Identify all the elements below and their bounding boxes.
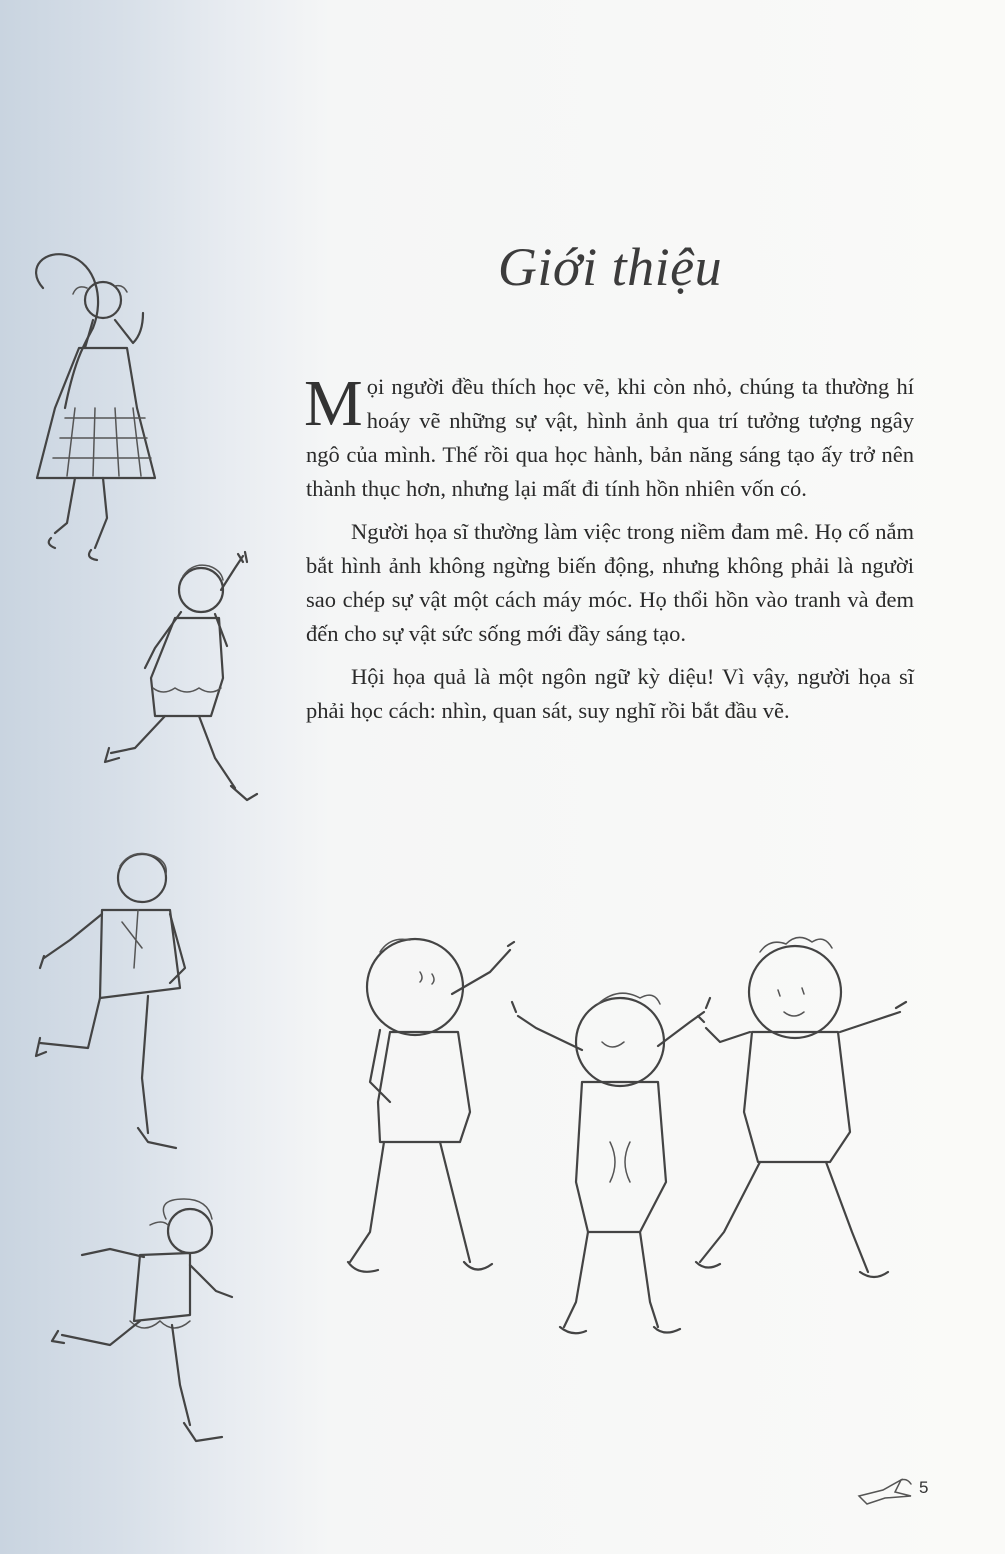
paragraph-3: Hội họa quả là một ngôn ngữ kỳ diệu! Vì vậy, người họa sĩ phải học cách: nhìn, quan sát, suy nghĩ rồi bắt đầu vẽ.: [306, 664, 914, 723]
girl-running-illustration: [95, 548, 275, 828]
boy-running-illustration: [30, 848, 200, 1168]
swallow-ornament-icon: [855, 1476, 915, 1506]
paragraph-1: Mọi người đều thích học vẽ, khi còn nhỏ, chúng ta thường hí hoáy vẽ những sự vật, hình ảnh qua trí tưởng tượng ngây ngô của mình. Thế rồi qua học hành, bản năng sáng tạo ấy trở nên thành thục hơn, nhưng lại mất đi tính hồn nhiên vốn có.: [304, 367, 914, 501]
paragraph-2: Người họa sĩ thường làm việc trong niềm đam mê. Họ cố nắm bắt hình ảnh không ngừng biến động, nhưng không phải là người sao chép sự vật một cách máy móc. Họ thổi hồn vào tranh và đem đến cho sự vật sức sống mới đầy sáng tạo.: [306, 519, 914, 646]
drop-cap: M: [304, 367, 363, 440]
girl-dancing-illustration: [40, 1195, 240, 1455]
girl-jumping-rope-illustration: [15, 248, 165, 568]
three-babies-illustration: [340, 932, 920, 1352]
page-title: Giới thiệu: [497, 237, 723, 297]
intro-text: [304, 367, 914, 737]
page-number: 5: [919, 1478, 929, 1497]
page-footer: [855, 1476, 945, 1506]
